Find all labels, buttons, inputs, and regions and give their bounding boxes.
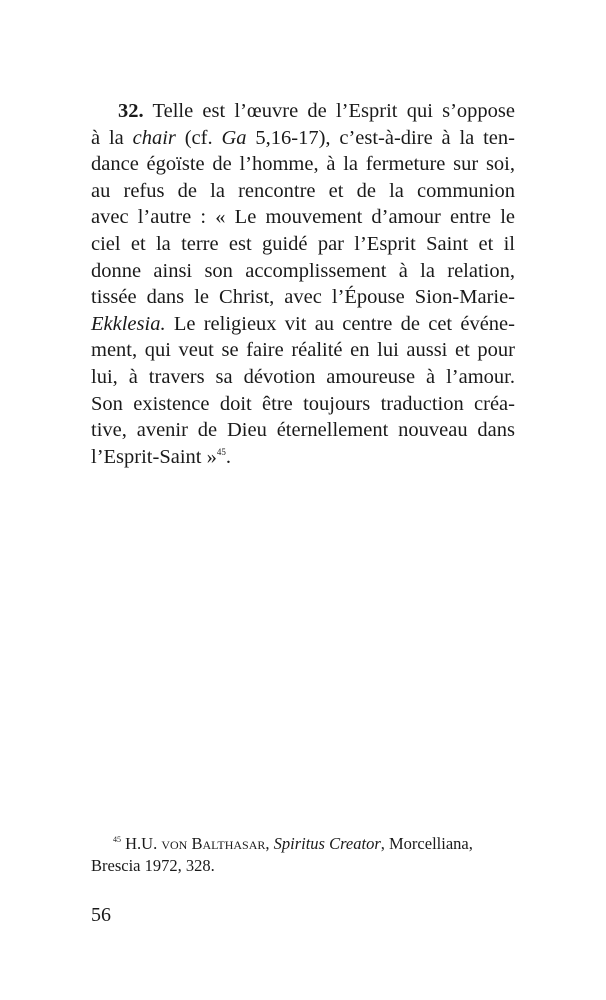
footnote-indent [91,834,113,853]
text-line: tissée dans le Christ, avec l’Épouse Sion-Marie- [91,286,515,309]
text-fragment: l’Esprit-Saint » [91,445,217,468]
text-line [91,311,515,338]
text-line: ment, qui veut se faire réalité en lui aussi et pour [91,339,515,362]
text-fragment: à la [91,126,133,149]
text-line: avec l’autre : « Le mouvement d’amour entre le [91,206,515,229]
paragraph-number: 32. [118,100,144,122]
italic-term: chair [132,126,176,149]
text-line: donne ainsi son accomplissement à la relation, [91,259,515,282]
text-line [91,98,515,125]
text-fragment: , [265,834,270,853]
publisher: , Morcelliana, [380,834,473,853]
text-line [91,125,515,152]
footnote-marker: 45 [113,835,121,844]
page-number: 56 [91,904,111,926]
author-name: von Balthasar [161,834,266,853]
text-fragment: 5,16-17), c’est-à-dire à la ten- [246,126,515,149]
italic-reference: Ga [221,126,247,149]
italic-term: Ekklesia. [91,312,166,335]
text-line: tive, avenir de Dieu éternellement nouveau dans [91,419,515,442]
paragraph-32 [91,98,515,470]
footnote-reference[interactable]: 45 [216,446,226,457]
text-line: lui, à travers sa dévotion amoureuse à l’amour. [91,365,515,388]
text-fragment: (cf. [175,126,222,149]
text-line: au refus de la rencontre et de la communion [91,179,515,202]
text-fragment: . [225,445,231,468]
book-title: Spiritus Creator [273,834,381,853]
text-line: dance égoïste de l’homme, à la fermeture sur soi, [91,153,515,176]
publication-details: Brescia 1972, 328. [91,856,215,875]
text-line [91,444,515,471]
text-line: Son existence doit être toujours traduction créa- [91,392,515,415]
author-initials: H.U. [125,834,158,853]
text-fragment: Le religieux vit au centre de cet événe- [165,312,515,335]
text-fragment: Telle est l’œuvre de l’Esprit qui s’oppose [152,100,515,122]
text-line: ciel et la terre est guidé par l’Esprit Saint et il [91,232,515,255]
footnote [91,833,515,877]
